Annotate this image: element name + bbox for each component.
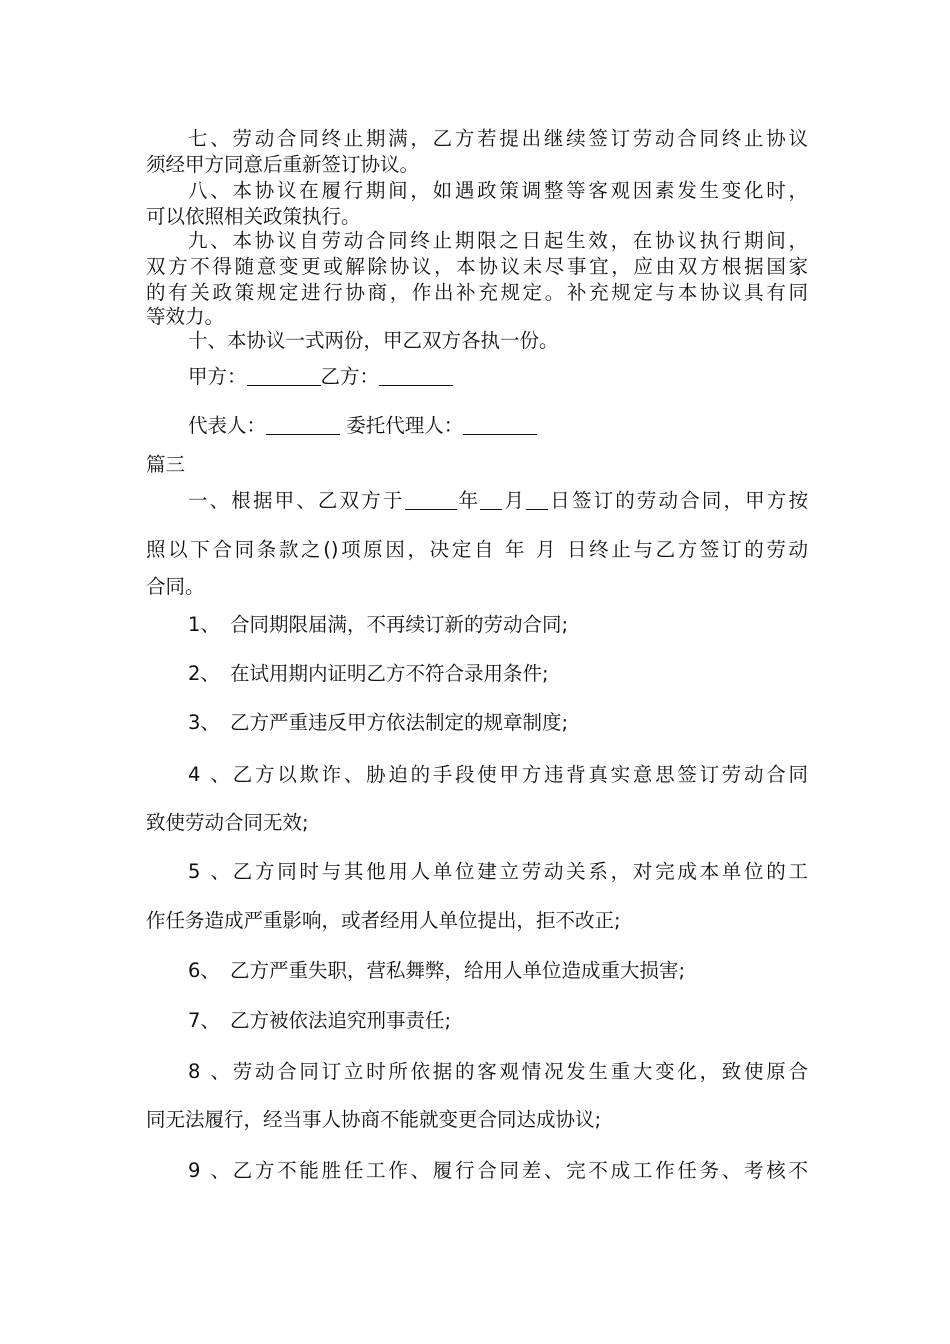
clause-9-line-2: 双方不得随意变更或解除协议，本协议未尽事宜，应由双方根据国家: [146, 255, 808, 278]
item-text: 合同期限届满，不再续订新的劳动合同;: [230, 613, 569, 636]
month-blank: [480, 489, 502, 510]
clause-8-line-2: 可以依照相关政策执行。: [146, 205, 361, 228]
signature-representatives: [188, 413, 808, 439]
section-heading: 篇三: [146, 453, 186, 476]
representative-blank: [266, 414, 340, 435]
list-item-4-cont: 致使劳动合同无效;: [146, 811, 309, 834]
item-text: 乙方以欺诈、胁迫的手段使甲方违背真实意思签订劳动合同: [230, 763, 808, 786]
item-number: 8、: [188, 1060, 230, 1083]
clause-9-line-4: 等效力。: [146, 305, 225, 328]
item-number: 5、: [188, 860, 230, 883]
item-text: 劳动合同订立时所依据的客观情况发生重大变化，致使原合: [230, 1060, 808, 1083]
party-a-blank: [247, 365, 321, 386]
year-blank: [405, 489, 457, 510]
intro-line-1: [188, 488, 808, 514]
item-text: 乙方不能胜任工作、履行合同差、完不成工作任务、考核不: [230, 1159, 808, 1182]
clause-8-line-1: 八、本协议在履行期间，如遇政策调整等客观因素发生变化时，: [188, 179, 808, 202]
month-label: 月: [502, 489, 527, 512]
item-text: 在试用期内证明乙方不符合录用条件;: [230, 662, 549, 685]
item-text: 乙方严重违反甲方依法制定的规章制度;: [230, 711, 569, 734]
day-blank: [526, 489, 548, 510]
agent-label: 委托代理人：: [346, 414, 464, 437]
list-item-8: [188, 1059, 808, 1085]
list-item-5: [188, 859, 808, 885]
signature-parties: [188, 364, 808, 390]
clause-7-line-1: 七、劳动合同终止期满，乙方若提出继续签订劳动合同终止协议: [188, 127, 808, 150]
item-number: 6、: [188, 959, 220, 982]
list-item-5-cont: 作任务造成严重影响，或者经用人单位提出，拒不改正;: [146, 909, 621, 932]
intro-line-2: 照以下合同条款之()项原因，决定自 年 月 日终止与乙方签订的劳动: [146, 538, 808, 561]
list-item-2: [188, 661, 808, 687]
item-number: 4、: [188, 763, 230, 786]
clause-10: 十、本协议一式两份，甲乙双方各执一份。: [188, 329, 559, 352]
intro-text-b: 日签订的劳动合同，甲方按: [548, 489, 808, 512]
list-item-3: [188, 710, 808, 736]
item-number: 3、: [188, 711, 220, 734]
item-text: 乙方被依法追究刑事责任;: [230, 1009, 452, 1032]
agent-blank: [463, 414, 537, 435]
list-item-9: [188, 1158, 808, 1184]
list-item-4: [188, 762, 808, 788]
list-item-8-cont: 同无法履行，经当事人协商不能就变更合同达成协议;: [146, 1108, 602, 1131]
list-item-6: [188, 958, 808, 984]
item-text: 乙方严重失职，营私舞弊，给用人单位造成重大损害;: [230, 959, 686, 982]
clause-9-line-1: 九、本协议自劳动合同终止期限之日起生效，在协议执行期间，: [188, 229, 808, 252]
year-label: 年: [456, 489, 481, 512]
intro-line-3: 合同。: [146, 575, 205, 598]
clause-9-line-3: 的有关政策规定进行协商，作出补充规定。补充规定与本协议具有同: [146, 281, 808, 304]
item-number: 2、: [188, 662, 220, 685]
party-a-label: 甲方：: [188, 365, 247, 388]
clause-7-line-2: 须经甲方同意后重新签订协议。: [146, 153, 420, 176]
item-number: 1、: [188, 613, 220, 636]
item-number: 9、: [188, 1159, 230, 1182]
item-text: 乙方同时与其他用人单位建立劳动关系，对完成本单位的工: [230, 860, 808, 883]
item-number: 7、: [188, 1009, 220, 1032]
intro-text-a: 一、根据甲、乙双方于: [188, 489, 405, 512]
representative-label: 代表人：: [188, 414, 267, 437]
list-item-7: [188, 1008, 808, 1034]
party-b-blank: [379, 365, 453, 386]
list-item-1: [188, 612, 808, 638]
party-b-label: 乙方：: [320, 365, 380, 388]
